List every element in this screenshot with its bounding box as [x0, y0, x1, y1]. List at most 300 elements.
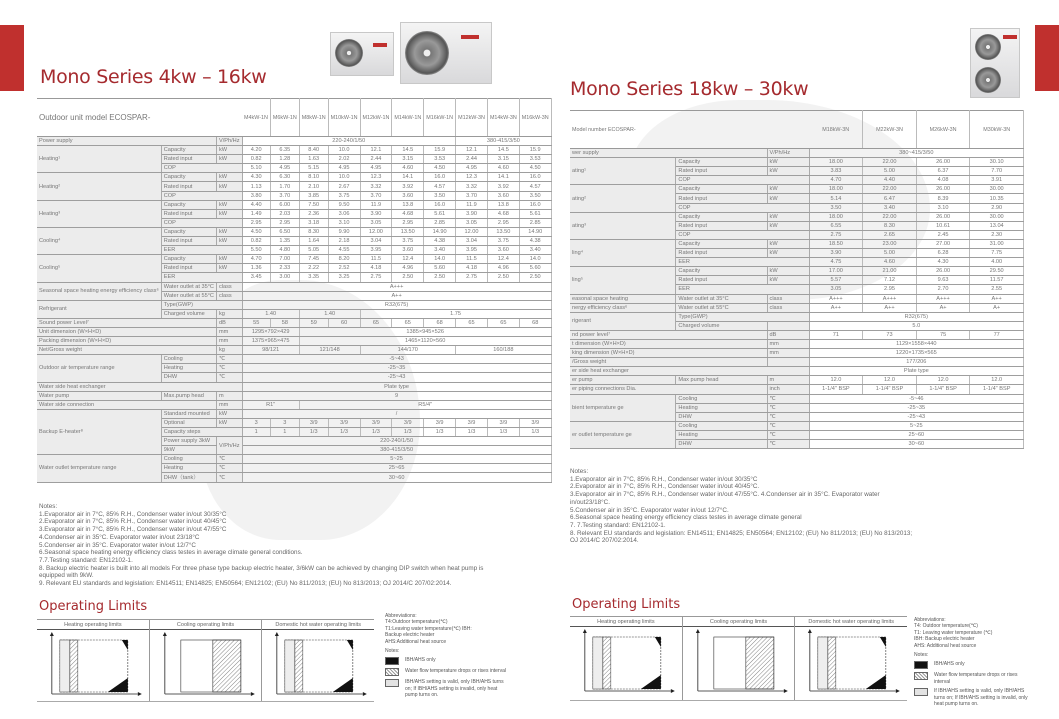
table-cell: er piping connections Dia. [570, 385, 767, 394]
table-cell: 5.10 [242, 164, 270, 173]
table-cell: mm [216, 400, 242, 409]
table-cell: 2.95 [863, 285, 917, 294]
table-cell: er pump [570, 376, 676, 385]
table-cell: R32(675) [242, 300, 551, 309]
limit-column-title: Domestic hot water operating limits [262, 620, 374, 630]
table-cell: 2.95 [392, 218, 424, 227]
legend-label: IBH/AHS setting is valid, only IBH/AHS turns on; If IBH/AHS setting is invalid, only heat pump turns on. [405, 679, 504, 699]
note-line: 6.Seasonal space heating energy efficiency class testes in average climate general conditions. [39, 549, 303, 557]
table-cell: kW [767, 212, 809, 221]
table-cell: 3/9 [299, 418, 328, 427]
table-cell: Rated input [161, 155, 216, 164]
table-cell: 3.90 [809, 249, 863, 258]
table-cell: 2.95 [487, 218, 519, 227]
table-cell: 3.80 [242, 191, 270, 200]
table-cell: 3/9 [456, 418, 488, 427]
table-cell: 4.68 [487, 209, 519, 218]
abbreviation-line: T4: Outdoor temperature(℃) [914, 623, 978, 630]
table-cell: A++ [970, 294, 1024, 303]
table-cell: 4.95 [270, 164, 299, 173]
table-cell: 3.70 [360, 191, 392, 200]
table-cell: ℃ [767, 440, 809, 449]
table-cell: 3.85 [299, 191, 328, 200]
model-header: M16kW-3N [519, 99, 551, 137]
legend-swatch-black [914, 661, 928, 669]
table-cell: 3.25 [328, 273, 360, 282]
legend-item [914, 688, 1034, 707]
table-cell: ℃ [216, 355, 242, 364]
table-cell: m [216, 391, 242, 400]
table-row [570, 349, 1024, 358]
abbreviation-line: T4:Outdoor temperature(℃) [385, 619, 448, 626]
table-cell: Rated input [161, 237, 216, 246]
table-row [37, 300, 551, 309]
table-cell: 4.50 [424, 164, 456, 173]
table-cell: 3.95 [360, 246, 392, 255]
table-cell: kW [216, 237, 242, 246]
brand-logo [461, 35, 479, 39]
table-cell: class [216, 291, 242, 300]
table-row [570, 111, 1024, 149]
table-cell: 17.00 [809, 267, 863, 276]
table-cell: Capacity [161, 173, 216, 182]
table-row [570, 367, 1024, 376]
limit-column-heat [37, 620, 150, 701]
table-cell: 8.20 [328, 255, 360, 264]
table-cell: 3/9 [424, 418, 456, 427]
table-cell: 11.5 [456, 255, 488, 264]
abbreviation-line: Backup electric heater [385, 632, 435, 639]
model-header: M18kW-3N [809, 111, 863, 149]
table-cell: 2.45 [916, 230, 970, 239]
table-cell: 1.49 [242, 209, 270, 218]
table-cell: 75 [916, 330, 970, 339]
table-cell: 58 [270, 318, 299, 327]
table-cell: 2.33 [270, 264, 299, 273]
table-cell: Rated input [676, 194, 767, 203]
table-cell: 1.40 [299, 309, 360, 318]
table-cell: Unit dimension (W×H×D) [37, 327, 216, 336]
table-cell: 30.00 [970, 185, 1024, 194]
table-cell: ℃ [767, 421, 809, 430]
limit-column-title: Cooling operating limits [683, 617, 795, 627]
table-cell: EER [161, 246, 242, 255]
table-cell: Packing dimension (W×H×D) [37, 337, 216, 346]
table-cell: nergy efficiency class⁶ [570, 303, 676, 312]
table-cell: 13.8 [487, 200, 519, 209]
table-cell: 3.53 [424, 155, 456, 164]
table-cell: kg [216, 309, 242, 318]
table-cell: 3.60 [392, 191, 424, 200]
table-cell: 3.35 [299, 273, 328, 282]
table-cell: 16.0 [424, 173, 456, 182]
table-cell: 30~60 [242, 473, 551, 482]
legend-item [385, 668, 510, 676]
table-cell: 14.0 [519, 255, 551, 264]
table-cell: 3.70 [456, 191, 488, 200]
table-cell: 4.70 [809, 176, 863, 185]
table-cell: 4.30 [242, 173, 270, 182]
limit-column-title: Domestic hot water operating limits [795, 617, 907, 627]
table-cell: -25~35 [242, 364, 551, 373]
table-cell: kW [216, 173, 242, 182]
group-label: ating³ [570, 212, 676, 239]
table-cell: 6.30 [270, 173, 299, 182]
table-row [37, 227, 551, 236]
operating-limits-title: Operating Limits [39, 599, 148, 614]
table-cell: 30.10 [970, 158, 1024, 167]
table-cell: ℃ [216, 364, 242, 373]
table-cell: 1 [242, 428, 270, 437]
table-cell: 9.90 [328, 227, 360, 236]
note-line: Notes: [39, 503, 58, 510]
table-cell: kW [216, 155, 242, 164]
table-cell: 1/3 [456, 428, 488, 437]
table-cell: Rated input [676, 167, 767, 176]
model-header: M8kW-1N [299, 99, 328, 137]
table-cell: 2.75 [456, 273, 488, 282]
table-row [37, 282, 551, 291]
table-cell: 4.50 [519, 164, 551, 173]
table-cell: 2.02 [328, 155, 360, 164]
table-cell: 60 [328, 318, 360, 327]
table-cell: -5~46 [809, 394, 1023, 403]
table-cell: R5/4" [299, 400, 551, 409]
table-cell: DHW [161, 373, 216, 382]
table-row [570, 358, 1024, 367]
table-cell: kW [767, 158, 809, 167]
table-cell: 9kW [161, 446, 216, 455]
table-cell: 3 [270, 418, 299, 427]
table-cell: 13.50 [392, 227, 424, 236]
table-cell: 380-415/3/50 [242, 446, 551, 455]
table-row [37, 99, 551, 137]
table-cell: 2.18 [328, 237, 360, 246]
table-cell: -25~43 [242, 373, 551, 382]
table-cell: 4.60 [863, 258, 917, 267]
legend-label: IBH/AHS only [405, 657, 436, 664]
table-row [570, 185, 1024, 194]
table-cell: 12.0 [809, 376, 863, 385]
notes [39, 503, 509, 588]
table-cell: A++ [809, 303, 863, 312]
table-cell: Rated input [161, 182, 216, 191]
table-cell: 2.90 [970, 203, 1024, 212]
notes [570, 468, 920, 545]
fan-icon [975, 67, 1001, 93]
table-row [570, 149, 1024, 158]
table-cell: dB [767, 330, 809, 339]
table-cell: 3.32 [456, 182, 488, 191]
table-cell: 4.60 [392, 164, 424, 173]
table-cell: 10.0 [328, 173, 360, 182]
table-cell: wer supply [570, 149, 767, 158]
table-cell: nd power level⁷ [570, 330, 767, 339]
table-cell: 16.0 [519, 200, 551, 209]
table-cell: A+++ [809, 294, 863, 303]
table-cell: 10.61 [916, 221, 970, 230]
operating-limit-chart [150, 630, 262, 700]
model-header: M16kW-1N [424, 99, 456, 137]
table-cell: 2.50 [424, 273, 456, 282]
table-cell: Charged volume [161, 309, 216, 318]
table-cell: 4.68 [392, 209, 424, 218]
table-cell: Capacity [676, 212, 767, 221]
table-cell: 3.53 [519, 155, 551, 164]
table-cell: Sound power Level⁷ [37, 318, 216, 327]
table-cell: 2.50 [487, 273, 519, 282]
table-cell: 2.85 [424, 218, 456, 227]
table-cell: 55 [242, 318, 270, 327]
operating-limits-title: Operating Limits [572, 597, 681, 612]
table-cell: m [767, 376, 809, 385]
outdoor-unit-small [330, 32, 394, 76]
table-cell: 3.90 [360, 209, 392, 218]
group-label: ling⁵ [570, 267, 676, 294]
table-cell: 3.10 [328, 218, 360, 227]
table-row [570, 294, 1024, 303]
table-cell: 4.00 [970, 258, 1024, 267]
table-cell: /Gross weight [570, 358, 767, 367]
table-cell: kW [767, 267, 809, 276]
group-label: ating¹ [570, 158, 676, 185]
table-cell: Cooling [161, 355, 216, 364]
table-cell: kW [767, 194, 809, 203]
table-cell: 14.0 [424, 255, 456, 264]
table-cell: Cooling [161, 455, 216, 464]
legend-swatch-gray [914, 688, 928, 696]
table-cell: t dimension (W×H×D) [570, 339, 767, 348]
table-cell: 3.50 [809, 203, 863, 212]
table-cell: 5.50 [242, 246, 270, 255]
table-cell: 3.40 [519, 246, 551, 255]
abbreviation-line: Abbreviations: [385, 613, 417, 619]
operating-limits-charts [37, 619, 374, 702]
table-cell: 1/3 [360, 428, 392, 437]
table-cell: kW [216, 209, 242, 218]
table-cell: 15.9 [424, 146, 456, 155]
limit-column-dhw [262, 620, 374, 701]
table-cell: 3/9 [487, 418, 519, 427]
table-cell: Standard mounted [161, 409, 216, 418]
table-cell: 3/9 [519, 418, 551, 427]
page-mono-18-30 [530, 0, 1059, 719]
table-cell: 4.20 [242, 146, 270, 155]
table-cell: Power supply [37, 137, 216, 146]
table-cell: 1.63 [299, 155, 328, 164]
group-label: Backup E-heater⁸ [37, 409, 161, 454]
table-cell: 160/188 [456, 346, 552, 355]
table-cell: 1/3 [519, 428, 551, 437]
model-header: M6kW-1N [270, 99, 299, 137]
table-cell: Max pump head [676, 376, 767, 385]
table-cell: 26.00 [916, 185, 970, 194]
table-cell: 3.60 [487, 246, 519, 255]
table-cell: easonal space heating [570, 294, 676, 303]
table-cell: 8.30 [299, 227, 328, 236]
table-cell: 1129×1558×440 [809, 339, 1023, 348]
table-cell: 1.35 [270, 237, 299, 246]
table-cell: -25~35 [809, 403, 1023, 412]
table-cell: 31.00 [970, 239, 1024, 248]
table-cell: 1.40 [242, 309, 299, 318]
table-cell: 1 [270, 428, 299, 437]
table-cell: 1375×965×475 [242, 337, 299, 346]
table-cell: dB [216, 318, 242, 327]
table-cell: Water outlet at 35°C [676, 294, 767, 303]
table-cell: R32(675) [809, 312, 1023, 321]
table-cell: 3.04 [360, 237, 392, 246]
table-cell: 12.0 [970, 376, 1024, 385]
note-line: Notes: [570, 468, 589, 475]
table-cell: 3.10 [916, 203, 970, 212]
abbreviation-line: T1:Leaving water temperature(℃) IBH: [385, 625, 472, 632]
table-cell: 14.90 [424, 227, 456, 236]
table-cell: DHW [676, 412, 767, 421]
table-row [37, 400, 551, 409]
table-cell: 4.38 [519, 237, 551, 246]
table-cell: 18.00 [809, 185, 863, 194]
table-cell: kW [767, 249, 809, 258]
group-label: Heating² [37, 173, 161, 200]
note-line: 7. 7.Testing standard: EN12102-1. [570, 521, 666, 529]
operating-limit-chart [37, 630, 149, 700]
table-cell: 12.00 [360, 227, 392, 236]
table-cell: 3/9 [328, 418, 360, 427]
table-cell: 2.52 [328, 264, 360, 273]
table-cell: Charged volume [676, 321, 767, 330]
table-row [570, 394, 1024, 403]
table-cell: 3.70 [270, 191, 299, 200]
table-cell: ℃ [216, 455, 242, 464]
table-cell: 1-1/4" BSP [863, 385, 917, 394]
table-cell [767, 321, 809, 330]
table-cell: Capacity [676, 267, 767, 276]
table-cell: Cooling [676, 394, 767, 403]
table-cell: 1/3 [392, 428, 424, 437]
table-row [37, 327, 551, 336]
table-cell: 4.50 [242, 227, 270, 236]
page-title: Mono Series 4kw – 16kw [40, 66, 267, 88]
table-cell: 1.13 [242, 182, 270, 191]
table-row [37, 382, 551, 391]
fan-icon [405, 31, 449, 75]
table-row [570, 239, 1024, 248]
table-cell: 4.96 [392, 264, 424, 273]
table-cell: 22.00 [863, 185, 917, 194]
table-cell: 1.70 [270, 182, 299, 191]
table-cell: 4.95 [328, 164, 360, 173]
group-label: Seasonal space heating energy efficiency class⁶ [37, 282, 161, 300]
header-label: Outdoor unit model ECOSPAR- [37, 99, 242, 137]
table-cell: 3.95 [456, 246, 488, 255]
table-cell: Plate type [809, 367, 1023, 376]
table-cell: Capacity [676, 158, 767, 167]
abbreviation-line: Abbreviations: [914, 617, 946, 623]
table-cell: 8.10 [299, 173, 328, 182]
model-header: M22kW-3N [863, 111, 917, 149]
legend-label: Water flow temperature drops or rises interval [934, 672, 1018, 685]
table-cell: 26.00 [916, 158, 970, 167]
table-cell: 9 [242, 391, 551, 400]
legend-swatch-hatch [385, 668, 399, 676]
table-cell: 14.1 [392, 173, 424, 182]
table-cell: 4.40 [242, 200, 270, 209]
table-cell: 2.95 [270, 218, 299, 227]
legend-swatch-hatch [914, 672, 928, 680]
abbreviation-line: T1: Leaving water temperature (℃) [914, 629, 993, 636]
table-cell: 3.75 [392, 237, 424, 246]
table-cell: kg [216, 346, 242, 355]
outdoor-unit-large [400, 22, 492, 84]
note-line: 1.Evaporator air in 7°C, 85% R.H., Condenser water in/out 30/35°C [570, 475, 758, 483]
table-cell: kW [767, 276, 809, 285]
table-cell: 3.60 [392, 246, 424, 255]
table-row [570, 339, 1024, 348]
table-cell: 2.67 [328, 182, 360, 191]
table-cell: Heating [161, 464, 216, 473]
note-line: 3.Evaporator air in 7°C, 85% R.H., Condenser water in/out 47/55°C [39, 526, 227, 534]
table-cell: 1/3 [328, 428, 360, 437]
operating-limits-charts [570, 616, 907, 701]
table-cell: 3.83 [809, 167, 863, 176]
table-cell: Type(GWP) [676, 312, 809, 321]
legend-item [385, 679, 510, 698]
table-cell: 98/121 [242, 346, 299, 355]
operating-limit-chart [795, 627, 907, 697]
table-cell: 1.28 [270, 155, 299, 164]
table-cell: kW [216, 418, 242, 427]
group-label: ating² [570, 185, 676, 212]
table-cell: Capacity [161, 200, 216, 209]
abbreviation-line: IBH: Backup electric heater [914, 636, 975, 643]
model-header: M14kW-3N [487, 99, 519, 137]
table-cell: 5.57 [809, 276, 863, 285]
note-line: 7.7.Testing standard: EN12102-1. [39, 556, 133, 564]
table-cell: mm [767, 349, 809, 358]
table-cell: 14.5 [487, 146, 519, 155]
table-cell: 2.55 [970, 285, 1024, 294]
table-cell: A+ [916, 303, 970, 312]
table-cell: Water side heat exchanger [37, 382, 242, 391]
table-cell: 3.50 [424, 191, 456, 200]
table-cell: 1.64 [299, 237, 328, 246]
table-cell: 13.50 [487, 227, 519, 236]
table-cell: COP [161, 191, 242, 200]
table-cell: mm [216, 327, 242, 336]
brand-logo [373, 43, 387, 47]
table-cell: 10.0 [328, 146, 360, 155]
table-cell: Net/Gross weight [37, 346, 216, 355]
table-row [37, 355, 551, 364]
table-cell: 12.3 [456, 173, 488, 182]
table-cell: 2.22 [299, 264, 328, 273]
table-cell: Type(GWP) [161, 300, 242, 309]
table-cell: 3/9 [360, 418, 392, 427]
table-cell: V/Ph/Hz [216, 437, 242, 455]
limit-column-title: Heating operating limits [37, 620, 149, 630]
note-line: 2.Evaporator air in 7°C, 85% R.H., Condenser water in/out 40/45°C [39, 518, 227, 526]
table-cell: Heating [676, 430, 767, 439]
table-cell: 1-1/4" BSP [916, 385, 970, 394]
table-cell: 3.05 [360, 218, 392, 227]
table-cell: 9.50 [328, 200, 360, 209]
table-cell: 5~25 [809, 421, 1023, 430]
table-cell: 12.4 [487, 255, 519, 264]
table-cell: Heating [676, 403, 767, 412]
table-cell: 1/3 [487, 428, 519, 437]
table-cell: 3.32 [360, 182, 392, 191]
